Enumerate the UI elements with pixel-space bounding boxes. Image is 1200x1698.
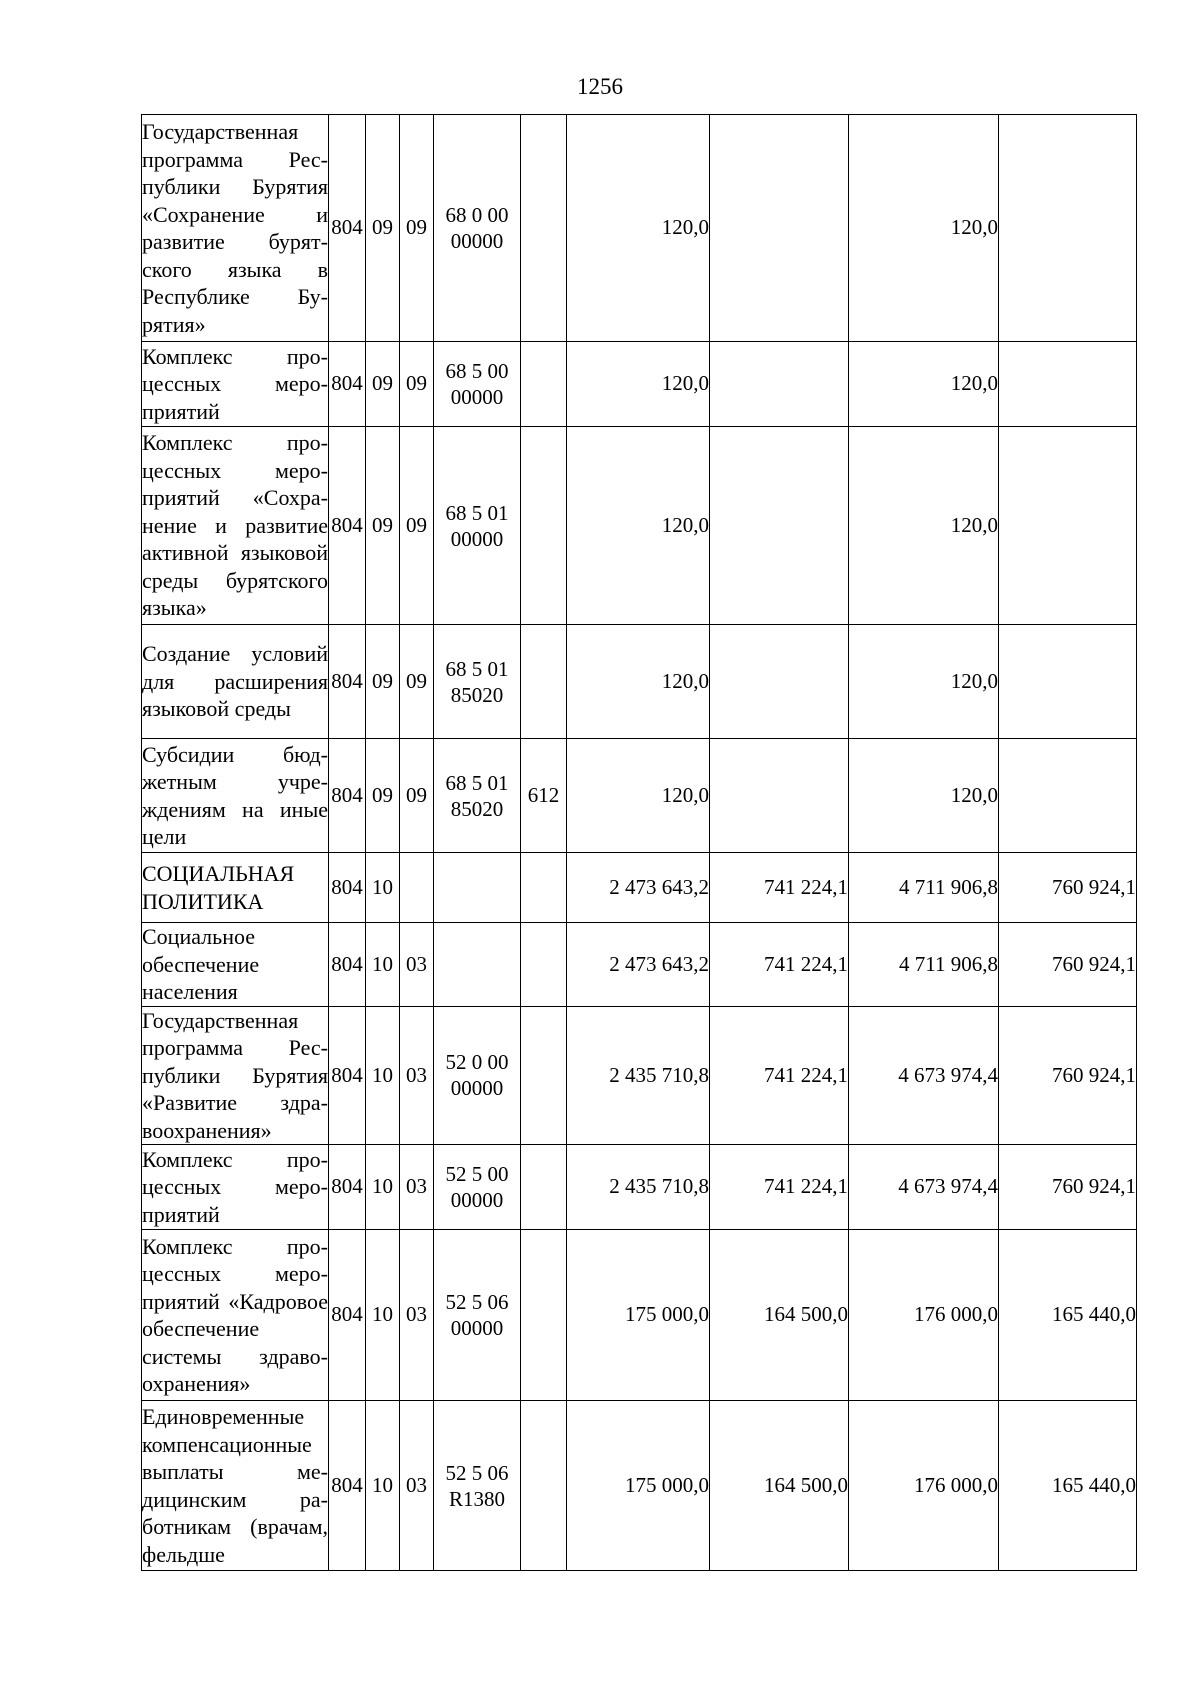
table-row bbox=[142, 342, 1137, 427]
amount-col-3: 120,0 bbox=[849, 625, 999, 739]
table-body bbox=[142, 115, 1137, 1571]
budget-table bbox=[141, 114, 1137, 1571]
subsection-code: 09 bbox=[400, 115, 434, 342]
amount-col-1: 2 435 710,8 bbox=[567, 1006, 710, 1145]
target-article-line-2: 00000 bbox=[450, 1316, 504, 1340]
target-article-code bbox=[434, 923, 521, 1007]
target-article-code bbox=[434, 1006, 521, 1145]
amount-col-3: 176 000,0 bbox=[849, 1230, 999, 1401]
target-article-code bbox=[434, 115, 521, 342]
target-article-code bbox=[434, 625, 521, 739]
row-name: Субсидии бюджетным учреждениям на иные цели bbox=[142, 739, 329, 853]
amount-col-2 bbox=[710, 342, 849, 427]
amount-col-4 bbox=[999, 427, 1137, 625]
subsection-code: 03 bbox=[400, 923, 434, 1007]
amount-col-3: 120,0 bbox=[849, 739, 999, 853]
amount-col-2: 741 224,1 bbox=[710, 853, 849, 923]
row-name: Комплекс процессных мероприятий bbox=[142, 1145, 329, 1230]
target-article-line-1: 68 5 01 bbox=[445, 656, 509, 681]
row-name: Комплекс процессных мероприятий «Сохранение и развитие активной языковой среды бурятского языка» bbox=[142, 427, 329, 625]
row-name: Единовременные компенсационные выплаты медицинским работникам (врачам, фельдше bbox=[142, 1401, 329, 1571]
section-code: 10 bbox=[366, 1230, 400, 1401]
target-article-line-2: 00000 bbox=[450, 526, 504, 551]
amount-col-2 bbox=[710, 427, 849, 625]
target-article-line-1: 68 5 01 bbox=[445, 770, 509, 795]
expense-type-code bbox=[521, 625, 567, 739]
target-article-line-2: 00000 bbox=[450, 1188, 504, 1212]
amount-col-4 bbox=[999, 739, 1137, 853]
expense-type-code bbox=[521, 1145, 567, 1230]
expense-type-code bbox=[521, 427, 567, 625]
section-code: 09 bbox=[366, 427, 400, 625]
target-article-line-2: 85020 bbox=[450, 682, 504, 707]
expense-type-code bbox=[521, 1401, 567, 1571]
amount-col-4 bbox=[999, 625, 1137, 739]
amount-col-4 bbox=[999, 342, 1137, 427]
table-row bbox=[142, 1401, 1137, 1571]
target-article-code bbox=[434, 1230, 521, 1401]
target-article-line-2: R1380 bbox=[448, 1486, 505, 1511]
expense-type-code bbox=[521, 342, 567, 427]
subsection-code: 09 bbox=[400, 739, 434, 853]
section-code: 10 bbox=[366, 1401, 400, 1571]
table-row bbox=[142, 853, 1137, 923]
target-article-code bbox=[434, 853, 521, 923]
amount-col-2 bbox=[710, 625, 849, 739]
table-row bbox=[142, 1006, 1137, 1145]
expense-type-code: 612 bbox=[521, 739, 567, 853]
table-row bbox=[142, 1145, 1137, 1230]
subsection-code bbox=[400, 853, 434, 923]
amount-col-3: 4 673 974,4 bbox=[849, 1145, 999, 1230]
ministry-code: 804 bbox=[329, 1145, 366, 1230]
subsection-code: 03 bbox=[400, 1401, 434, 1571]
amount-col-4: 165 440,0 bbox=[999, 1230, 1137, 1401]
amount-col-1: 120,0 bbox=[567, 342, 710, 427]
amount-col-4: 760 924,1 bbox=[999, 923, 1137, 1007]
amount-col-1: 120,0 bbox=[567, 427, 710, 625]
amount-col-4: 165 440,0 bbox=[999, 1401, 1137, 1571]
amount-col-3: 4 673 974,4 bbox=[849, 1006, 999, 1145]
amount-col-4 bbox=[999, 115, 1137, 342]
ministry-code: 804 bbox=[329, 1230, 366, 1401]
ministry-code: 804 bbox=[329, 739, 366, 853]
amount-col-4: 760 924,1 bbox=[999, 853, 1137, 923]
amount-col-1: 120,0 bbox=[567, 625, 710, 739]
subsection-code: 03 bbox=[400, 1006, 434, 1145]
row-name: Государственная программа Республики Бурятия «Развитие здравоохранения» bbox=[142, 1007, 328, 1143]
ministry-code: 804 bbox=[329, 427, 366, 625]
subsection-code: 09 bbox=[400, 342, 434, 427]
target-article-line-2: 00000 bbox=[450, 229, 504, 253]
target-article-code bbox=[434, 739, 521, 853]
ministry-code: 804 bbox=[329, 1401, 366, 1571]
amount-col-3: 4 711 906,8 bbox=[849, 853, 999, 923]
target-article-line-2: 00000 bbox=[450, 385, 504, 409]
target-article-line-1: 52 5 06 bbox=[445, 1460, 509, 1485]
amount-col-1: 2 435 710,8 bbox=[567, 1145, 710, 1230]
amount-col-1: 175 000,0 bbox=[567, 1401, 710, 1571]
expense-type-code bbox=[521, 1006, 567, 1145]
row-name: Государственная программа Республики Бурятия «Сохранение и развитие бурятского языка в Республике Бурятия» bbox=[142, 115, 329, 342]
subsection-code: 03 bbox=[400, 1230, 434, 1401]
table-row bbox=[142, 115, 1137, 342]
amount-col-2: 741 224,1 bbox=[710, 1006, 849, 1145]
section-code: 09 bbox=[366, 739, 400, 853]
target-article-line-1: 68 0 00 bbox=[445, 203, 509, 227]
expense-type-code bbox=[521, 923, 567, 1007]
target-article-line-2: 00000 bbox=[450, 1076, 504, 1101]
table-row bbox=[142, 625, 1137, 739]
target-article-code bbox=[434, 427, 521, 625]
row-name: Комплекс процессных мероприятий «Кадровое обеспечение системы здравоохранения» bbox=[142, 1230, 329, 1401]
ministry-code: 804 bbox=[329, 115, 366, 342]
target-article-line-1: 52 0 00 bbox=[445, 1050, 509, 1075]
ministry-code: 804 bbox=[329, 923, 366, 1007]
section-code: 10 bbox=[366, 1145, 400, 1230]
expense-type-code bbox=[521, 115, 567, 342]
target-article-code bbox=[434, 342, 521, 427]
ministry-code: 804 bbox=[329, 342, 366, 427]
subsection-code: 09 bbox=[400, 427, 434, 625]
expense-type-code bbox=[521, 853, 567, 923]
section-code: 09 bbox=[366, 342, 400, 427]
target-article-line-2: 85020 bbox=[450, 796, 504, 821]
table-row bbox=[142, 427, 1137, 625]
section-code: 10 bbox=[366, 1006, 400, 1145]
subsection-code: 03 bbox=[400, 1145, 434, 1230]
section-code: 10 bbox=[366, 853, 400, 923]
amount-col-2: 164 500,0 bbox=[710, 1230, 849, 1401]
target-article-line-1: 52 5 06 bbox=[445, 1290, 509, 1314]
target-article-code bbox=[434, 1145, 521, 1230]
row-name: Создание условий для расширения языковой среды bbox=[142, 625, 329, 739]
target-article-code bbox=[434, 1401, 521, 1571]
target-article-line-1: 68 5 00 bbox=[445, 359, 509, 383]
amount-col-4: 760 924,1 bbox=[999, 1006, 1137, 1145]
section-code: 09 bbox=[366, 115, 400, 342]
section-code: 10 bbox=[366, 923, 400, 1007]
amount-col-1: 120,0 bbox=[567, 115, 710, 342]
row-name: СОЦИАЛЬНАЯ ПОЛИТИКА bbox=[142, 853, 329, 923]
table-row bbox=[142, 739, 1137, 853]
amount-col-3: 120,0 bbox=[849, 115, 999, 342]
amount-col-1: 175 000,0 bbox=[567, 1230, 710, 1401]
ministry-code: 804 bbox=[329, 625, 366, 739]
amount-col-3: 120,0 bbox=[849, 342, 999, 427]
row-name: Социальное обеспечение населения bbox=[142, 923, 329, 1007]
target-article-line-1: 68 5 01 bbox=[445, 500, 509, 525]
amount-col-4: 760 924,1 bbox=[999, 1145, 1137, 1230]
subsection-code: 09 bbox=[400, 625, 434, 739]
amount-col-2 bbox=[710, 739, 849, 853]
amount-col-1: 2 473 643,2 bbox=[567, 853, 710, 923]
amount-col-2: 164 500,0 bbox=[710, 1401, 849, 1571]
amount-col-1: 120,0 bbox=[567, 739, 710, 853]
amount-col-2: 741 224,1 bbox=[710, 923, 849, 1007]
amount-col-3: 4 711 906,8 bbox=[849, 923, 999, 1007]
expense-type-code bbox=[521, 1230, 567, 1401]
table-row bbox=[142, 923, 1137, 1007]
amount-col-2: 741 224,1 bbox=[710, 1145, 849, 1230]
table-row bbox=[142, 1230, 1137, 1401]
section-code: 09 bbox=[366, 625, 400, 739]
row-name: Комплекс процессных мероприятий bbox=[142, 342, 329, 427]
amount-col-2 bbox=[710, 115, 849, 342]
page-number: 1256 bbox=[577, 74, 623, 99]
ministry-code: 804 bbox=[329, 1006, 366, 1145]
amount-col-1: 2 473 643,2 bbox=[567, 923, 710, 1007]
ministry-code: 804 bbox=[329, 853, 366, 923]
amount-col-3: 176 000,0 bbox=[849, 1401, 999, 1571]
target-article-line-1: 52 5 00 bbox=[445, 1162, 509, 1186]
amount-col-3: 120,0 bbox=[849, 427, 999, 625]
